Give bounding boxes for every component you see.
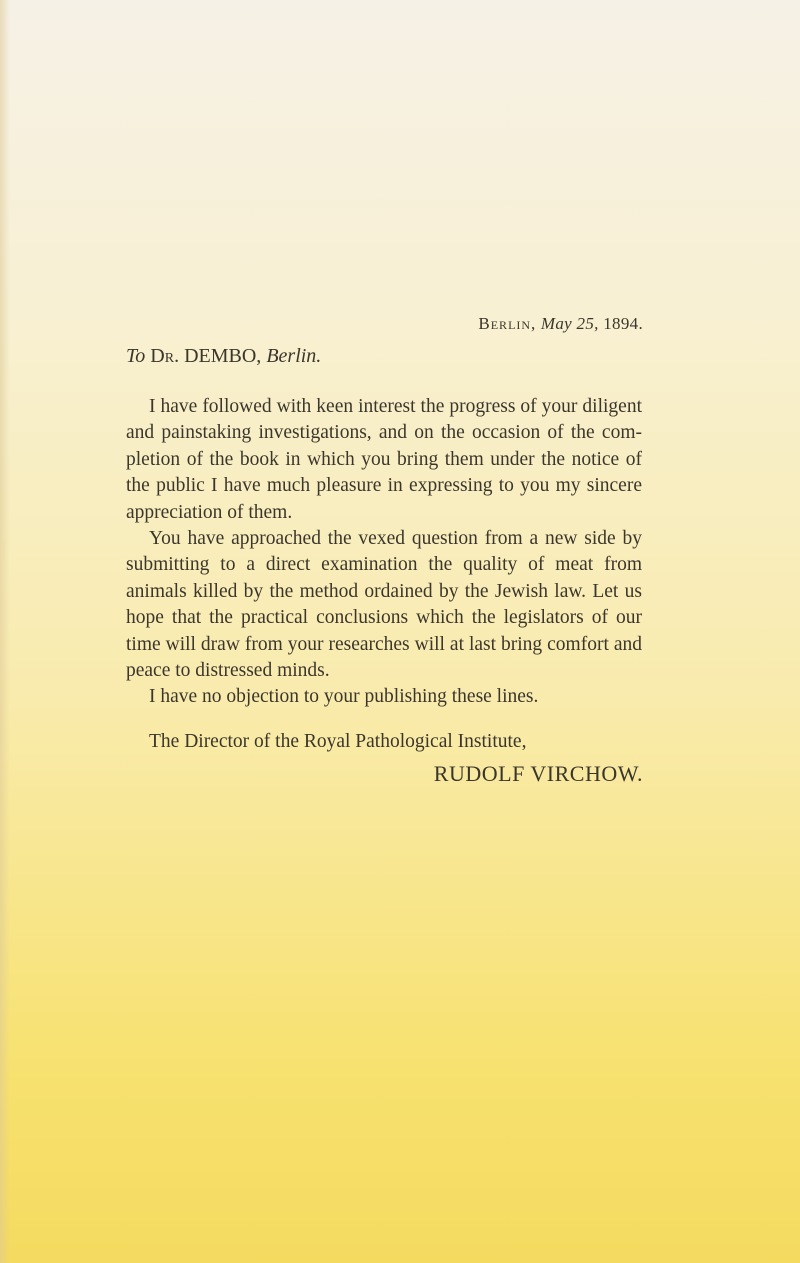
dateline: [478, 314, 643, 334]
salutation-to: To: [126, 345, 146, 367]
paragraph-3: I have no objection to your publishing these lines.: [149, 686, 539, 708]
signoff: The Director of the Royal Pathological Institute,: [149, 731, 527, 752]
letter-body: [126, 394, 642, 711]
recipient-place: Berlin.: [266, 345, 322, 367]
recipient-name: DEMBO,: [184, 345, 262, 367]
dateline-city: Berlin,: [478, 314, 537, 333]
signature: RUDOLF VIRCHOW.: [433, 761, 643, 786]
salutation: [126, 345, 321, 368]
recipient-title: Dr.: [150, 345, 180, 367]
dateline-year: 1894.: [603, 314, 643, 333]
paragraph-2: You have approached the vexed question from a new side by submitting to a direct examination the quality of meat from animals killed by the method ordained by the Jewish law. Let us hope that the practical conclusions which the legislators of our time will draw from your researches will at last bring comfort and peace to distressed minds.: [126, 528, 642, 682]
paragraph-1: I have followed with keen interest the progress of your diligent and painstaking investigations, and on the occasion of the completion of the book in which you bring them under the notice of the public I have much pleasure in expressing to you my sincere appreciation of them.: [126, 396, 642, 523]
dateline-month-day: May 25,: [540, 314, 599, 333]
